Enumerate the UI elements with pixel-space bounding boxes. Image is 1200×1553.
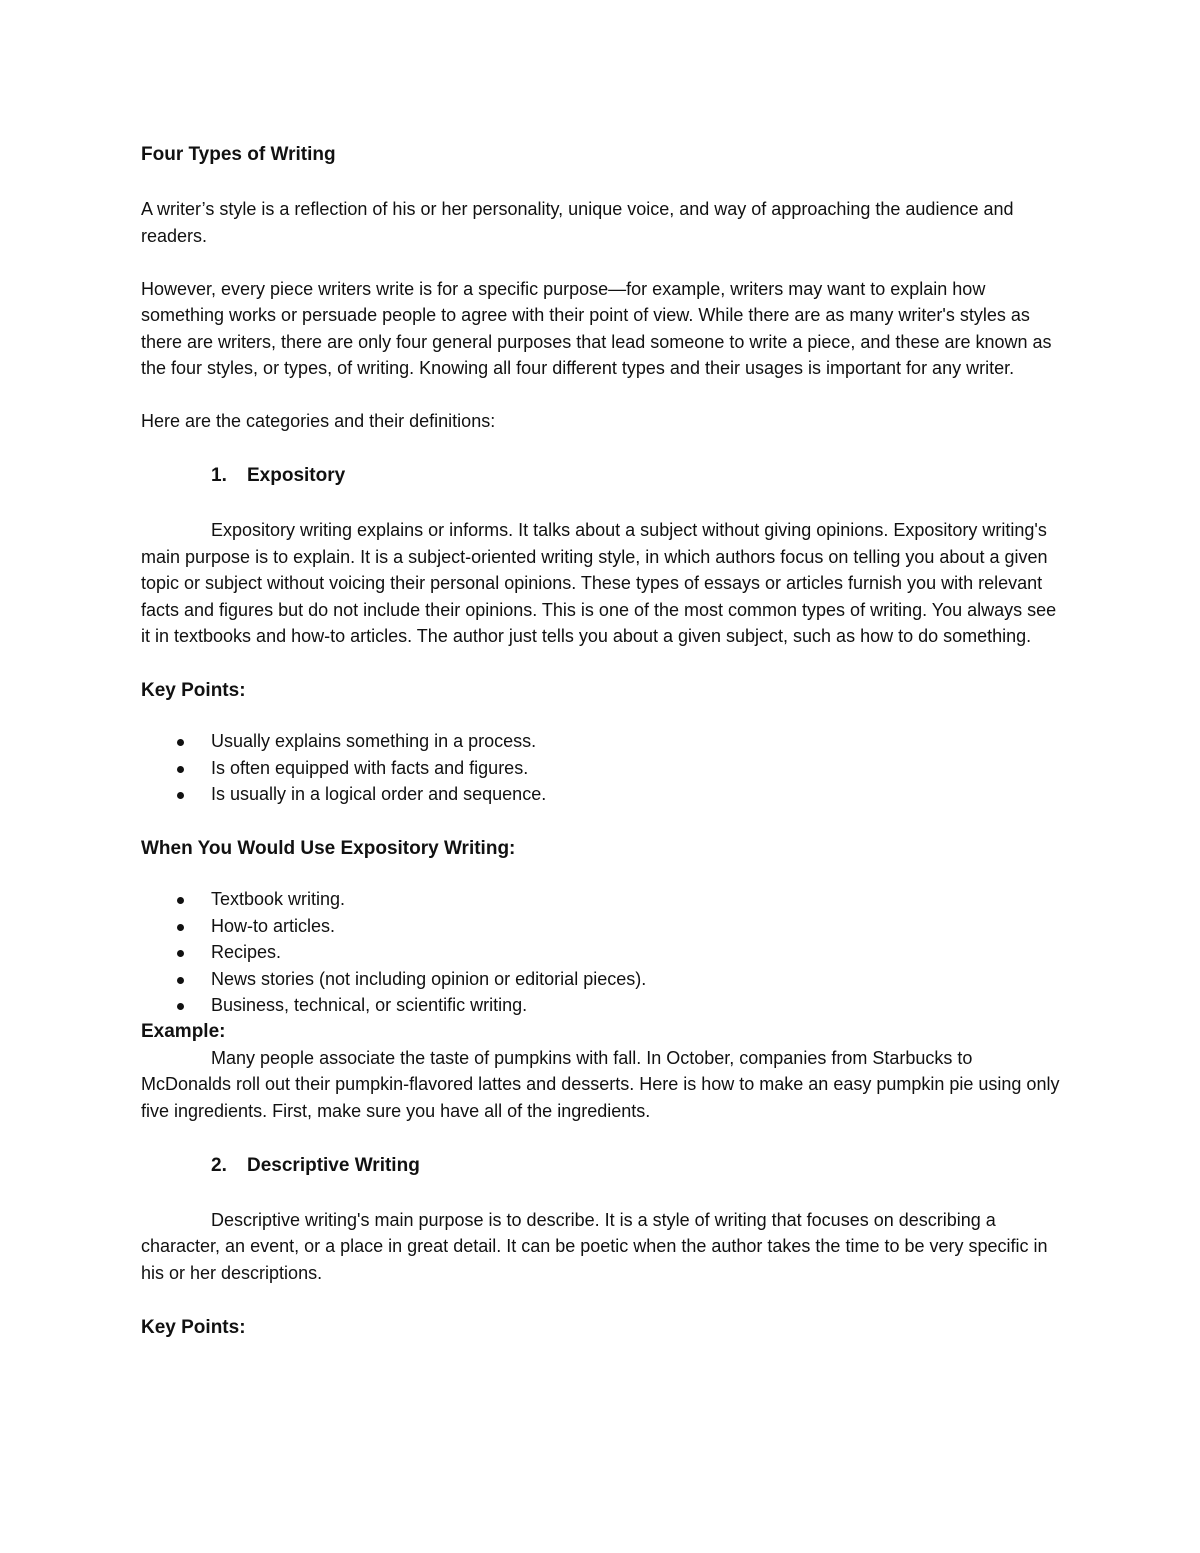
bullet-icon bbox=[177, 792, 184, 799]
list-item: Is usually in a logical order and sequence. bbox=[141, 781, 1061, 808]
intro-paragraph: However, every piece writers write is for a specific purpose—for example, writers may want to explain how something works or persuade people to agree with their point of view. While there are as many writer's styles as there are writers, there are only four general purposes that lead someone to write a piece, and these are known as the four styles, or types, of writing. Knowing all four different types and their usages is important for any writer. bbox=[141, 278, 1052, 378]
list-item: Textbook writing. bbox=[141, 886, 1061, 913]
section-body: Expository writing explains or informs. It talks about a subject without giving opinions. Expository writing's main purpose is to explain. It is a subject-oriented writing style, in which authors focus on telling you about a given topic or subject without voicing their personal opinions. These types of essays or articles furnish you with relevant facts and figures but do not include their opinions. This is one of the most common types of writing. You always see it in textbooks and how-to articles. The author just tells you about a given subject, such as how to do something. bbox=[141, 520, 1057, 646]
intro-paragraph: Here are the categories and their definitions: bbox=[141, 411, 496, 431]
document-title: Four Types of Writing bbox=[141, 144, 336, 165]
when-to-use-heading: When You Would Use Expository Writing: bbox=[141, 838, 516, 859]
intro-paragraph: A writer’s style is a reflection of his or her personality, unique voice, and way of approaching the audience and readers. bbox=[141, 199, 1014, 246]
key-points-heading: Key Points: bbox=[141, 680, 246, 701]
list-item: News stories (not including opinion or editorial pieces). bbox=[141, 966, 1061, 993]
section-title: Descriptive Writing bbox=[247, 1154, 420, 1176]
bullet-icon bbox=[177, 897, 184, 904]
bullet-icon bbox=[177, 766, 184, 773]
when-to-use-list bbox=[141, 886, 1061, 1019]
section-number: 1. bbox=[211, 465, 227, 486]
bullet-icon bbox=[177, 977, 184, 984]
key-points-list bbox=[141, 728, 1061, 808]
section-body: Descriptive writing's main purpose is to describe. It is a style of writing that focuses on describing a character, an event, or a place in great detail. It can be poetic when the author takes the time to be very specific in his or her descriptions. bbox=[141, 1209, 1048, 1283]
bullet-icon bbox=[177, 924, 184, 931]
list-item: Recipes. bbox=[141, 939, 1061, 966]
list-item: How-to articles. bbox=[141, 913, 1061, 940]
section-heading-descriptive bbox=[141, 1151, 1061, 1181]
section-title: Expository bbox=[247, 465, 346, 486]
section-number: 2. bbox=[211, 1154, 227, 1176]
document-content bbox=[141, 140, 1061, 1365]
example-text: Many people associate the taste of pumpkins with fall. In October, companies from Starbucks to McDonalds roll out their pumpkin-flavored lattes and desserts. Here is how to make an easy pumpkin pie using only five ingredients. First, make sure you have all of the ingredients. bbox=[141, 1047, 1060, 1121]
bullet-icon bbox=[177, 739, 184, 746]
section-heading-expository bbox=[141, 461, 1061, 491]
bullet-icon bbox=[177, 950, 184, 957]
list-item: Is often equipped with facts and figures. bbox=[141, 755, 1061, 782]
list-item: Business, technical, or scientific writing. bbox=[141, 992, 1061, 1019]
key-points-heading: Key Points: bbox=[141, 1316, 246, 1338]
bullet-icon bbox=[177, 1003, 184, 1010]
list-item: Usually explains something in a process. bbox=[141, 728, 1061, 755]
example-heading: Example: bbox=[141, 1020, 226, 1042]
